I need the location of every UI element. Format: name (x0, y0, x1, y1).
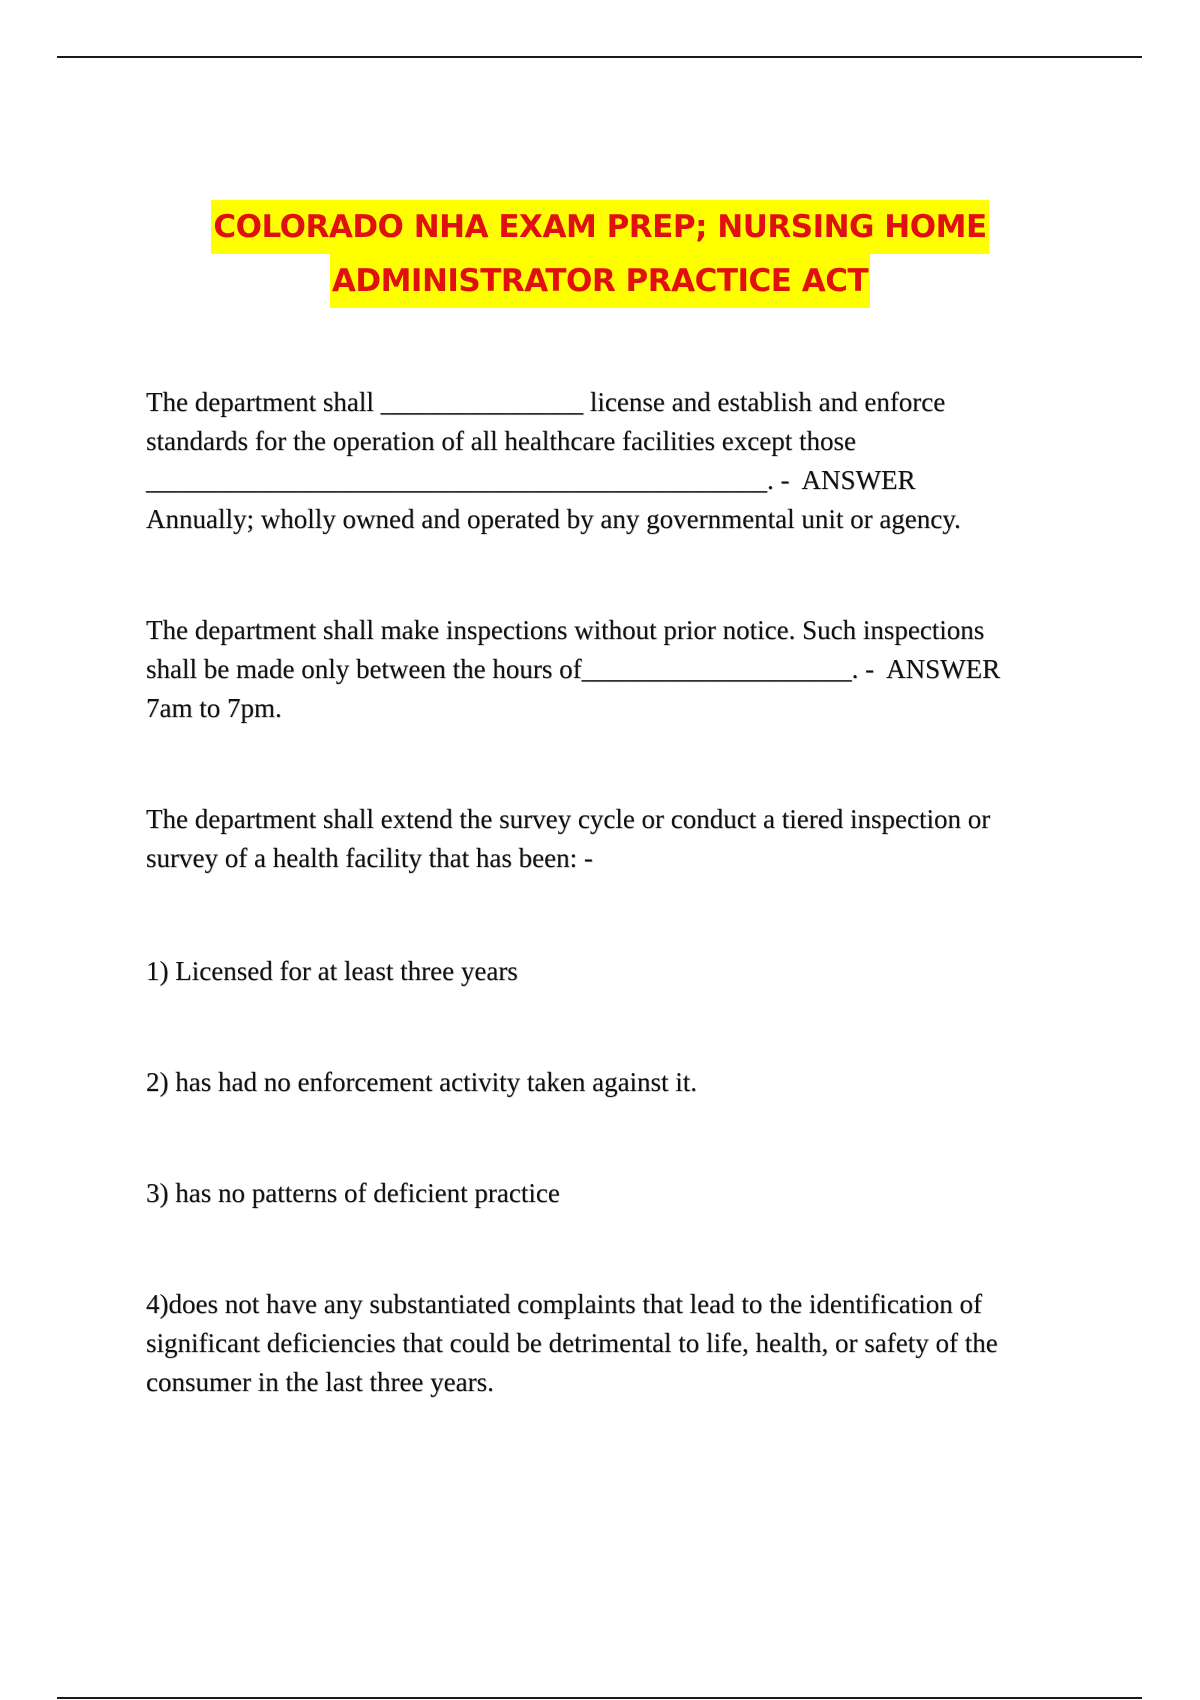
question-block-3 (146, 800, 1066, 878)
question-1-line-1: The department shall _______________ license and establish and enforce (146, 387, 946, 417)
criteria-item-3: 3) has no patterns of deficient practice (146, 1178, 560, 1208)
answer-1: Annually; wholly owned and operated by any governmental unit or agency. (146, 504, 961, 534)
top-rule (57, 56, 1142, 58)
question-block-1 (146, 383, 1066, 539)
criteria-item-1: 1) Licensed for at least three years (146, 956, 518, 986)
question-block-2 (146, 611, 1066, 728)
answer-2: 7am to 7pm. (146, 693, 282, 723)
question-3-line-2: survey of a health facility that has been: - (146, 843, 593, 873)
question-1-line-2: standards for the operation of all healthcare facilities except those (146, 426, 856, 456)
criteria-item-4: 4)does not have any substantiated complaints that lead to the identification of significant deficiencies that could be detrimental to life, health, or safety of the consumer in the last three years. (146, 1289, 998, 1397)
document-title (0, 200, 1200, 308)
title-line-2: ADMINISTRATOR PRACTICE ACT (330, 254, 870, 308)
bottom-rule (57, 1697, 1142, 1699)
question-3-line-1: The department shall extend the survey cycle or conduct a tiered inspection or (146, 804, 991, 834)
question-1-line-3: ______________________________________________. - ANSWER (146, 465, 916, 495)
question-2-line-1: The department shall make inspections without prior notice. Such inspections (146, 615, 985, 645)
question-2-line-2: shall be made only between the hours of____________________. - ANSWER (146, 654, 1001, 684)
criteria-item-2: 2) has had no enforcement activity taken against it. (146, 1067, 698, 1097)
title-line-1: COLORADO NHA EXAM PREP; NURSING HOME (211, 200, 988, 254)
